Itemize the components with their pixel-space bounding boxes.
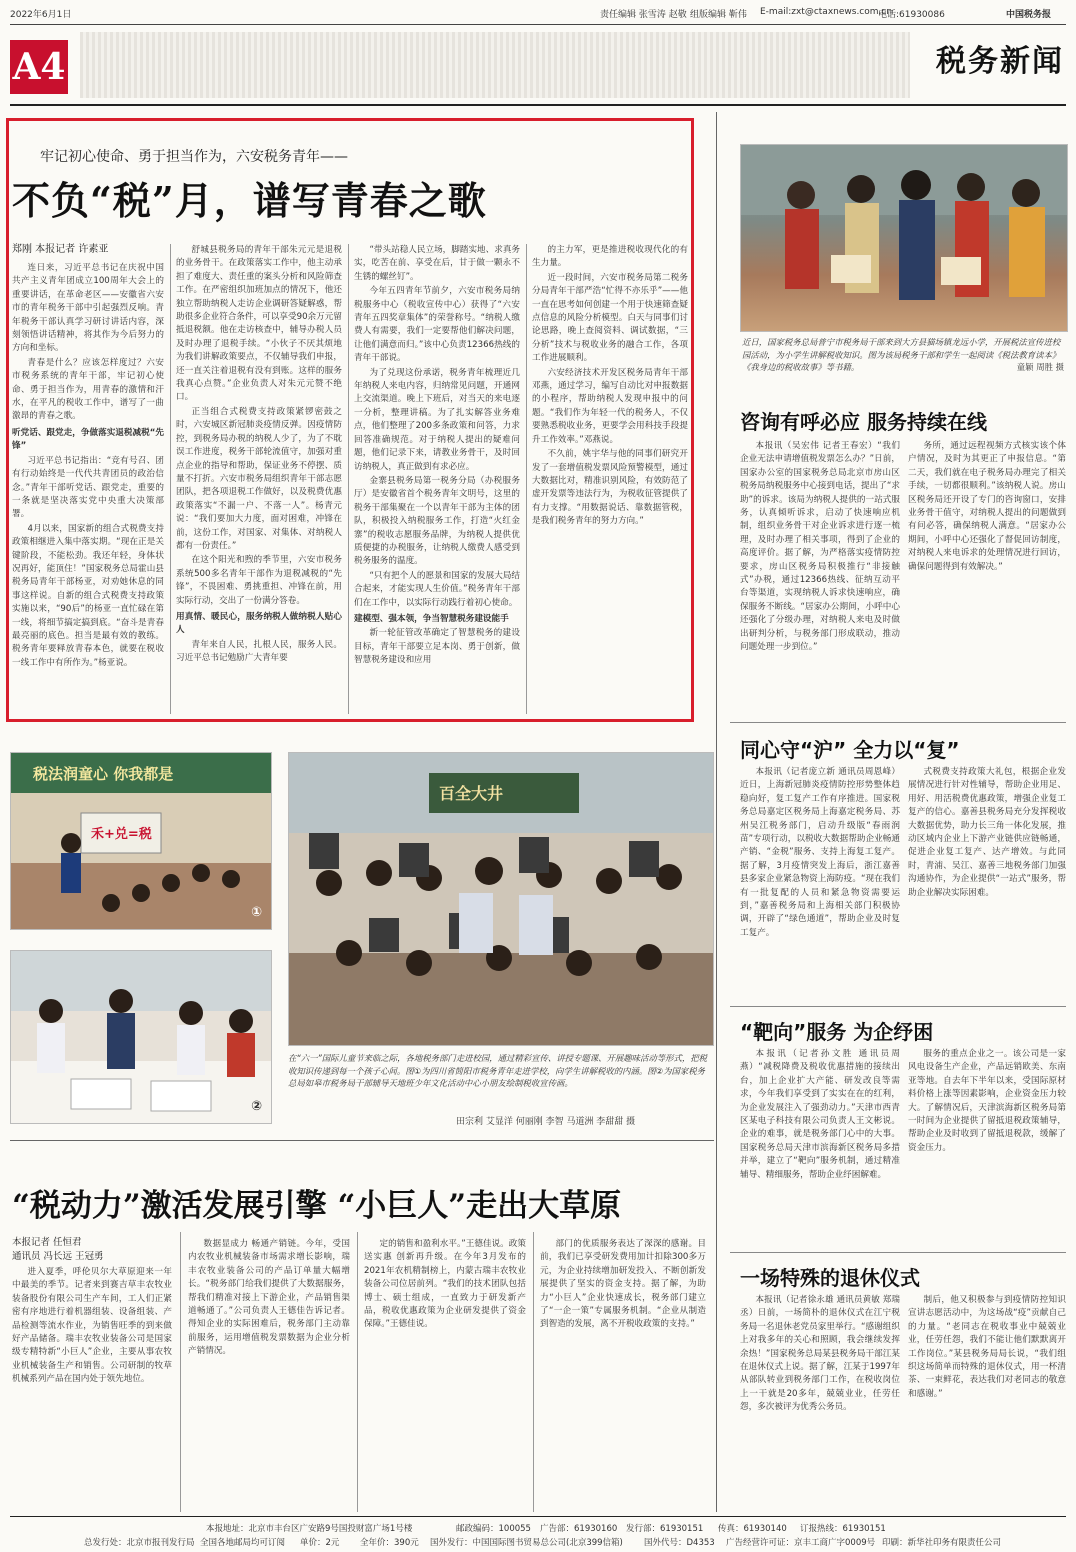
school-photos-credit: 田宗利 艾显洋 何丽刚 李智 马道洲 李甜甜 摄 (456, 1117, 636, 1127)
footer-subscribe: 订报热线：61930151 (800, 1524, 886, 1534)
article-column: 制后，他又积极参与到疫情防控知识宣讲志愿活动中，为这场战“疫”贡献自己的力量。“老同志在税收事业中兢兢业业，任劳任怨，我们不能让他们默默离开工作岗位。”某县税务局局长说，“我们组织这场简单而特殊的退休仪式，用一杯清茶、一束鲜花，表达我们对老同志的敬意和感谢。” (908, 1295, 1066, 1399)
paragraph: 在这个阳光和煦的季节里，六安市税务系统500多名青年干部作为退税减税的“先锋”，不畏困难、勇挑重担、冲锋在前，用实际行动，交出了一份满分答卷。 (176, 555, 342, 606)
masthead-strip (0, 0, 1076, 26)
column-divider (170, 244, 171, 714)
bottom-byline-correspondent: 通讯员 冯长远 王冠勇 (12, 1251, 104, 1262)
article-title: 同心守“沪” 全力以“复” (740, 738, 960, 762)
feature-kicker: 牢记初心使命、勇于担当作为，六安税务青年—— (40, 149, 348, 165)
paper-name: 中国税务报 (1006, 10, 1052, 20)
article-column: 式税费支持政策大礼包，根据企业发展情况进行针对性辅导，帮助企业用足、用好、用活税费优惠政策，增强企业复工复产的信心。嘉善县税务局充分发挥税收大数据优势，助力长三角一体化发展，推动区域内企业上下游产业链供应链畅通，促进企业复工复产、达产增效。与此同时，青浦、吴江、嘉善三地税务部门加强沟通协作，为企业提供“一站式”服务，帮助企业解决实际困难。 (908, 767, 1066, 898)
column-divider (180, 1232, 181, 1512)
subheading: 用真情、暖民心，服务纳税人做纳税人贴心人 (176, 611, 342, 636)
article-divider (730, 1006, 1066, 1007)
paragraph: 青春是什么？应该怎样度过？六安市税务系统的青年干部，牢记初心使命、勇于担当作为，用青春的激情和汗水，在平凡的税收工作中，谱写了一曲激昂的青春之歌。 (12, 357, 164, 422)
footer-printer: 印刷：新华社印务有限责任公司 (882, 1538, 1002, 1548)
school-sign-text: 百全大井 (439, 784, 504, 803)
page-number: A4 (10, 40, 68, 94)
article-divider (730, 1252, 1066, 1253)
feature-column-2 (176, 244, 342, 714)
bottom-column-4: 部门的优质服务表达了深深的感谢。目前，我们已享受研发费用加计扣除300多万元，为企业持续增加研发投入、不断创新发展提供了坚实的资金支持。据了解，为助力“小巨人”企业快速成长，税务部门建立了“一企一策”专属服务机制。“企业从制造到智造的发展，离不开税收政策的支持。” (540, 1239, 706, 1330)
footer-annual: 全年价：390元 (360, 1538, 419, 1548)
feature-column-3 (354, 244, 520, 714)
header-rule (10, 104, 1066, 106)
layout-editor: 组版编辑 靳伟 (690, 10, 747, 20)
photo-credit: 童颖 周胜 摄 (1016, 362, 1064, 373)
article-title: “靶向”服务 为企纾困 (740, 1020, 934, 1044)
footer-ad: 广告部：61930160 (540, 1524, 618, 1534)
subheading: 听党话、跟党走，争做落实退税减税“先锋” (12, 427, 164, 452)
feature-column-4 (532, 244, 688, 714)
paragraph: 为了兑现这份承诺，税务青年梳理近几年纳税人来电内容，归纳常见问题，开通网上交流渠道。晚上下班后，对当天的来电逐一分析，整理讲稿。为了扎实解答业务难点，他们整理了200多条政策和问答，力求回答准确规范。对于纳税人提出的疑难问题，他们记录下来，请教业务骨干，及时回访纳税人，真正做到有求必应。 (354, 367, 520, 472)
bottom-column-1: 进入夏季，呼伦贝尔大草原迎来一年中最美的季节。记者来到赛吉草丰农牧业装备股份有限公司生产车间，工人们正紧密有序地进行着机器组装、设备组装、产品检测等流水作业，为销售旺季的到来做好产品储备。瑞丰农牧业装备公司是国家级专精特新“小巨人”企业，主要从事农牧业机械装备生产和销售。公司研制的牧草机械系列产品在国内处于领先地位。 (12, 1267, 172, 1385)
photo-marker-2: ② (251, 1099, 263, 1114)
paragraph: “只有把个人的愿景和国家的发展大局结合起来，才能实现人生价值。”税务青年干部们在工作中，以实际行动践行着初心使命。 (354, 570, 520, 608)
top-rule (10, 24, 1066, 25)
paragraph: 新一轮征管改革确定了智慧税务的建设目标，青年干部要立足本岗、勇于创新，做智慧税务建设和应用 (354, 628, 520, 666)
footer-price: 单价：2元 (300, 1538, 340, 1548)
classroom-banner: 税法润童心 你我都是 (33, 765, 174, 783)
editor-email: E-mail:zxt@ctaxnews.com.cn (760, 7, 893, 17)
paragraph: 今年五四青年节前夕，六安市税务局纳税服务中心（税收宣传中心）获得了“六安青年五四奖章集体”的荣誉称号。“纳税人缴费人有需要，我们一定要帮他们解决问题，让他们满意而归。”该中心负责12366热线的青年干部说。 (354, 286, 520, 364)
footer-fax: 传真：61930140 (718, 1524, 787, 1534)
issue-date: 2022年6月1日 (10, 10, 72, 20)
column-divider (348, 244, 349, 714)
classroom-photo-2 (10, 950, 272, 1124)
paragraph: 连日来，习近平总书记在庆祝中国共产主义青年团成立100周年大会上的重要讲话，在革命老区——安徽省六安市的青年税务干部中引起强烈反响。青年税务干部认真学习研讨讲话内容，深刻领悟讲话精神，将其作为今后努力的方向和坐标。 (12, 263, 164, 354)
paragraph: 舒城县税务局的青年干部朱元元是退税的业务骨干。在政策落实工作中，他主动承担了难度大、责任重的案头分析和风险筛查工作。在严密组织加班加点的情况下，他还独立帮助纳税人走访企业调研答疑解惑，帮助很多企业符合条件，可以享受90余万元留抵退税额。他在走访核查中，辅导办税人员及时办理了退税手续。“小伙子不厌其烦地为我们讲解政策要点，不仅辅导我们申报，还一直关注着退税有没有到账。这样的服务我真心点赞。”企业负责人对朱元元赞不绝口。 (176, 245, 342, 403)
blackboard-text: 禾+兑=税 (91, 827, 152, 842)
book-crowd-photo (288, 752, 714, 1046)
editor-phone: 电话:61930086 (878, 10, 945, 20)
bottom-column-3: 定的销售和盈利水平。”王德佳说。政策送实惠 创新再升级。在今年3月发布的2021年农机精制榜上，内蒙古瑞丰农牧业装备公司位居前列。“我们的技术团队包括博士、硕士组成，一直致力于研发新产品，税收优惠政策为企业研发提供了资金保障。”王德佳说。 (364, 1239, 526, 1330)
footer-address: 本报地址：北京市丰台区广安路9号国投财富广场1号楼 (206, 1524, 413, 1534)
footer-rule (10, 1516, 1066, 1517)
article-title: 一场特殊的退休仪式 (740, 1266, 920, 1290)
article-column: 务所，通过远程视频方式核实该个体户情况，及时为其更正了申报信息。“第二天，我们就在电子税务局办理完了相关手续，一切都很顺利。”该纳税人说。房山区税务局还开设了专门的咨询窗口，安排业务骨干值守，对纳税人提出的问题做到有问必答，确保纳税人满意。“居家办公期间，小呼中心还强化了督促回访制度，对纳税人来电诉求的处理情况进行回访，确保问题得到有效解决。” (908, 441, 1066, 572)
paragraph: 习近平总书记指出：“竞有号召、团有行动始终是一代代共青团员的政治信念。”青年干部听党话、跟党走，重要的一条就是坚决落实党中央重大决策部署。 (12, 455, 164, 520)
right-column-rule (716, 112, 717, 1512)
article-divider (730, 722, 1066, 723)
photo-figures-illustration (741, 145, 1067, 331)
school-visit-photo (740, 144, 1068, 332)
footer-postcode: 邮政编码：100055 (456, 1524, 531, 1534)
section-bar (80, 32, 910, 98)
article-column: 本报讯（吴宏伟 记者王春宏）“我们企业无法申请增值税发票怎么办？”日前，国家办公室的国家税务总局北京市房山区税务局纳税服务中心接到电话，提出了“求助”的诉求。该局为纳税人提供的一站式服务，认真倾听诉求，启动了快速响应机制，组织业务骨干对企业诉求进行逐一梳理，及时办理了相关事项，得到了企业的高度评价。据了解，为严格落实疫情防控要求，房山区税务局积极推行“非接触式”办税，通过12366热线、征纳互动平台等渠道，实现纳税人诉求快速响应，确保服务不断线。“居家办公期间，小呼中心还强化了分级办理，对纳税人来电及时做出研判分析，与税务部门形成联动，推动问题处理一步到位。” (740, 441, 900, 653)
section-title: 税务新闻 (936, 44, 1064, 79)
paragraph: 青年来自人民，扎根人民，服务人民。习近平总书记勉励广大青年要 (176, 639, 342, 664)
footer-overseas: 国外发行：中国国际图书贸易总公司(北京399信箱) (430, 1538, 623, 1548)
footer (10, 1522, 1066, 1552)
feature-headline: 不负“税”月，谱写青春之歌 (12, 178, 487, 223)
paragraph: 正当组合式税费支持政策紧锣密鼓之时，六安城区新冠肺炎疫情反弹。因疫情防控，到税务局办税的纳税人少了，为了不耽误工作进度，税务干部轮流值守，加强对重点企业的指导和帮助，保证业务不停摆、质量不打折。六安市税务局组织青年干部志愿团队，把各项退税工作做好，以及税费优惠政策落实“不漏一户、不落一人”。杨青元说：“我们要加大力度，面对困难，冲锋在前，这份工作，对国家、对集体、对纳税人都有一份责任。” (176, 406, 342, 551)
footer-subscription: 全国各地邮局均可订阅 (200, 1538, 286, 1548)
classroom-photo-1 (10, 752, 272, 930)
footer-intl: 国外代号：D4353 (644, 1538, 715, 1548)
paragraph: 4月以来，国家新的组合式税费支持政策相继进入集中落实期。“现在正是关键阶段，不能松劲。我还年轻，身体状况再好，能顶住！”国家税务总局霍山县税务局青年干部杨亚，对劝她休息的同事这样说。自新的组合式税费支持政策实施以来，“90后”的杨亚一直忙碌在第一线，将细节搞定搞到底。“奋斗是青春最亮丽的底色。担当是最有效的教练。税务青年要释放青春本色，就要在税收一线工作中有所作为。”杨亚说。 (12, 523, 164, 668)
feature-byline: 郑刚 本报记者 许素亚 (12, 244, 109, 255)
column-divider (526, 244, 527, 714)
paragraph: 的主力军，更是推进税收现代化的有生力量。 (532, 245, 688, 269)
paragraph: 不久前，姚宇华与他的同事们研究开发了一套增值税发票风险预警模型，通过大数据比对，精准识别风险，有效防范了虚开发票等违法行为，为税收征管提供了有力支撑。“用数据说话、靠数据管税，是我们税务青年的努力方向。” (532, 449, 688, 527)
middle-rule (10, 1140, 714, 1141)
subheading: 建模型、强本领，争当智慧税务建设能手 (354, 613, 509, 624)
article-title: 咨询有呼必应 服务持续在线 (740, 410, 987, 434)
article-column: 本报讯（记者庞立新 通讯员周恩峰）近日，上海新冠肺炎疫情防控形势整体趋稳向好，复工复产工作有序推进。国家税务总局嘉定区税务局上海嘉定税务局、苏州吴江税务部门，启动升级版“春雨润苗”专项行动，以税收大数据帮助企业畅通产销、“金税”服务、支持上海复工复产。据了解，3月疫情突发上海后，浙江嘉善县多家企业紧急物资上海防疫。“现在我们有一批复配的人员和紧急物资需要运到，”嘉善税务局和上海相关部门积极协调，开辟了“绿色通道”，帮助企业及时复工复产。 (740, 767, 900, 938)
footer-license: 广告经营许可证：京丰工商广字0009号 (726, 1538, 876, 1548)
footer-distribution: 发行部：61930151 (626, 1524, 704, 1534)
drawing-activity-illustration (11, 951, 271, 1123)
article-column: 本报讯（记者孙文胜 通讯员周燕）“减税降费及税收优惠措施的接续出台，加上企业扩大产能、研发改良等需求，今年我们享受到了实实在在的红利，为企业发展注入了强劲动力。”天津市西青区某电子科技有限公司负责人王文彬说。企业的难事，就是税务部门心中的大事。国家税务总局天津市滨海新区税务局多措并举，建立了“靶向”服务机制，通过精准辅导、精细服务，帮助企业纾困解难。 (740, 1049, 900, 1180)
paragraph: 六安经济技术开发区税务局青年干部邓燕，通过学习，编写自动比对申报数据的小程序，帮助纳税人发现申报中的问题。“我们作为年轻一代的税务人，不仅要熟悉税收业务，更要学会用科技手段提升工作效率。”邓燕说。 (532, 367, 688, 445)
feature-column-1 (12, 262, 164, 714)
paragraph: “带头站稳人民立场，脚踏实地、求真务实，吃苦在前、享受在后，甘于做一颗永不生锈的螺丝钉”。 (354, 245, 520, 282)
school-visit-caption: 近日，国家税务总局普宁市税务局干部来到大方县猫场镇龙远小学，开展税法宣传进校园活动，为小学生讲解税收知识。图为该局税务干部和学生一起阅读《税法教育读本》《我身边的税收故事》等书籍。 童颖 周胜 摄 (742, 337, 1064, 373)
responsible-editor: 责任编辑 张雪涛 赵敬 (600, 10, 687, 20)
article-column: 服务的重点企业之一。该公司是一家风电设备生产企业，产品远销欧美、东南亚等地。自去年下半年以来，受国际原材料价格上涨等因素影响，企业资金压力较大。了解情况后，天津滨海新区税务局第一时间为企业提供了留抵退税政策辅导，帮助企业及时收到了留抵退税款，缓解了资金压力。 (908, 1049, 1066, 1153)
paragraph: 金寨县税务局第一税务分局（办税服务厅）是安徽省首个税务青年文明号，这里的税务干部集聚在一个以青年干部为主体的团队，积极投入纳税服务工作，打造“火红金寨”的税收志愿服务品牌，为纳税人提供优质便捷的办税服务，让纳税人缴费人感受到税务服务的温度。 (354, 475, 520, 567)
column-divider (533, 1232, 534, 1512)
school-photos-caption: 在“六一”国际儿童节来临之际，各地税务部门走进校园，通过精彩宣传、讲授专题课、开展趣味活动等形式，把税收知识传递到每一个孩子心间。图①为四川省简阳市税务青年走进学校，向学生讲解税收的内涵。图②为国家税务总局如皋市税务局干部辅导天地班少年文化活动中心小朋友绘制税收宣传画。 (288, 1053, 708, 1089)
paragraph: 近一段时间，六安市税务局第二税务分局青年干部严浩“忙得不亦乐乎”——他一直在思考如何创建一个用于快速筛查疑点信息的风险分析模型。白天与同事们讨论思路，晚上查阅资料、调试数据，“三分析”技术与税收业务的融合工作，各项工作进展顺利。 (532, 272, 688, 364)
bottom-byline-reporter: 本报记者 任恒君 (12, 1237, 82, 1248)
footer-publisher: 总发行处：北京市报刊发行局 (84, 1538, 195, 1548)
bottom-headline: “税动力”激活发展引擎 “小巨人”走出大草原 (12, 1188, 622, 1224)
article-column: 本报讯（记者徐永雄 通讯员黄敏 郑瑞丞）日前，一场简朴的退休仪式在江宁税务局一名退休老党员家里举行。“感谢组织上对我多年的关心和照顾，我会继续发挥余热！”国家税务总局某县税务局干部江某在退休仪式上说。据了解，江某于1997年从部队转业到税务部门工作，在税收岗位上一干就是20多年，兢兢业业，任劳任怨，多次被评为优秀公务员。 (740, 1295, 900, 1413)
column-divider (357, 1232, 358, 1512)
bottom-column-2: 数据显成力 畅通产销链。今年，受国内农牧业机械装备市场需求增长影响，瑞丰农牧业装备公司的产品订单量大幅增长。“税务部门给我们提供了大数据服务，帮我们精准对接上下游企业，产品销售渠道畅通了。”公司负责人王德佳告诉记者。得知企业的实际困难后，税务部门主动靠前服务，运用增值税发票数据为企业分析产销情况。 (188, 1239, 350, 1357)
photo-marker-1: ① (251, 905, 263, 920)
